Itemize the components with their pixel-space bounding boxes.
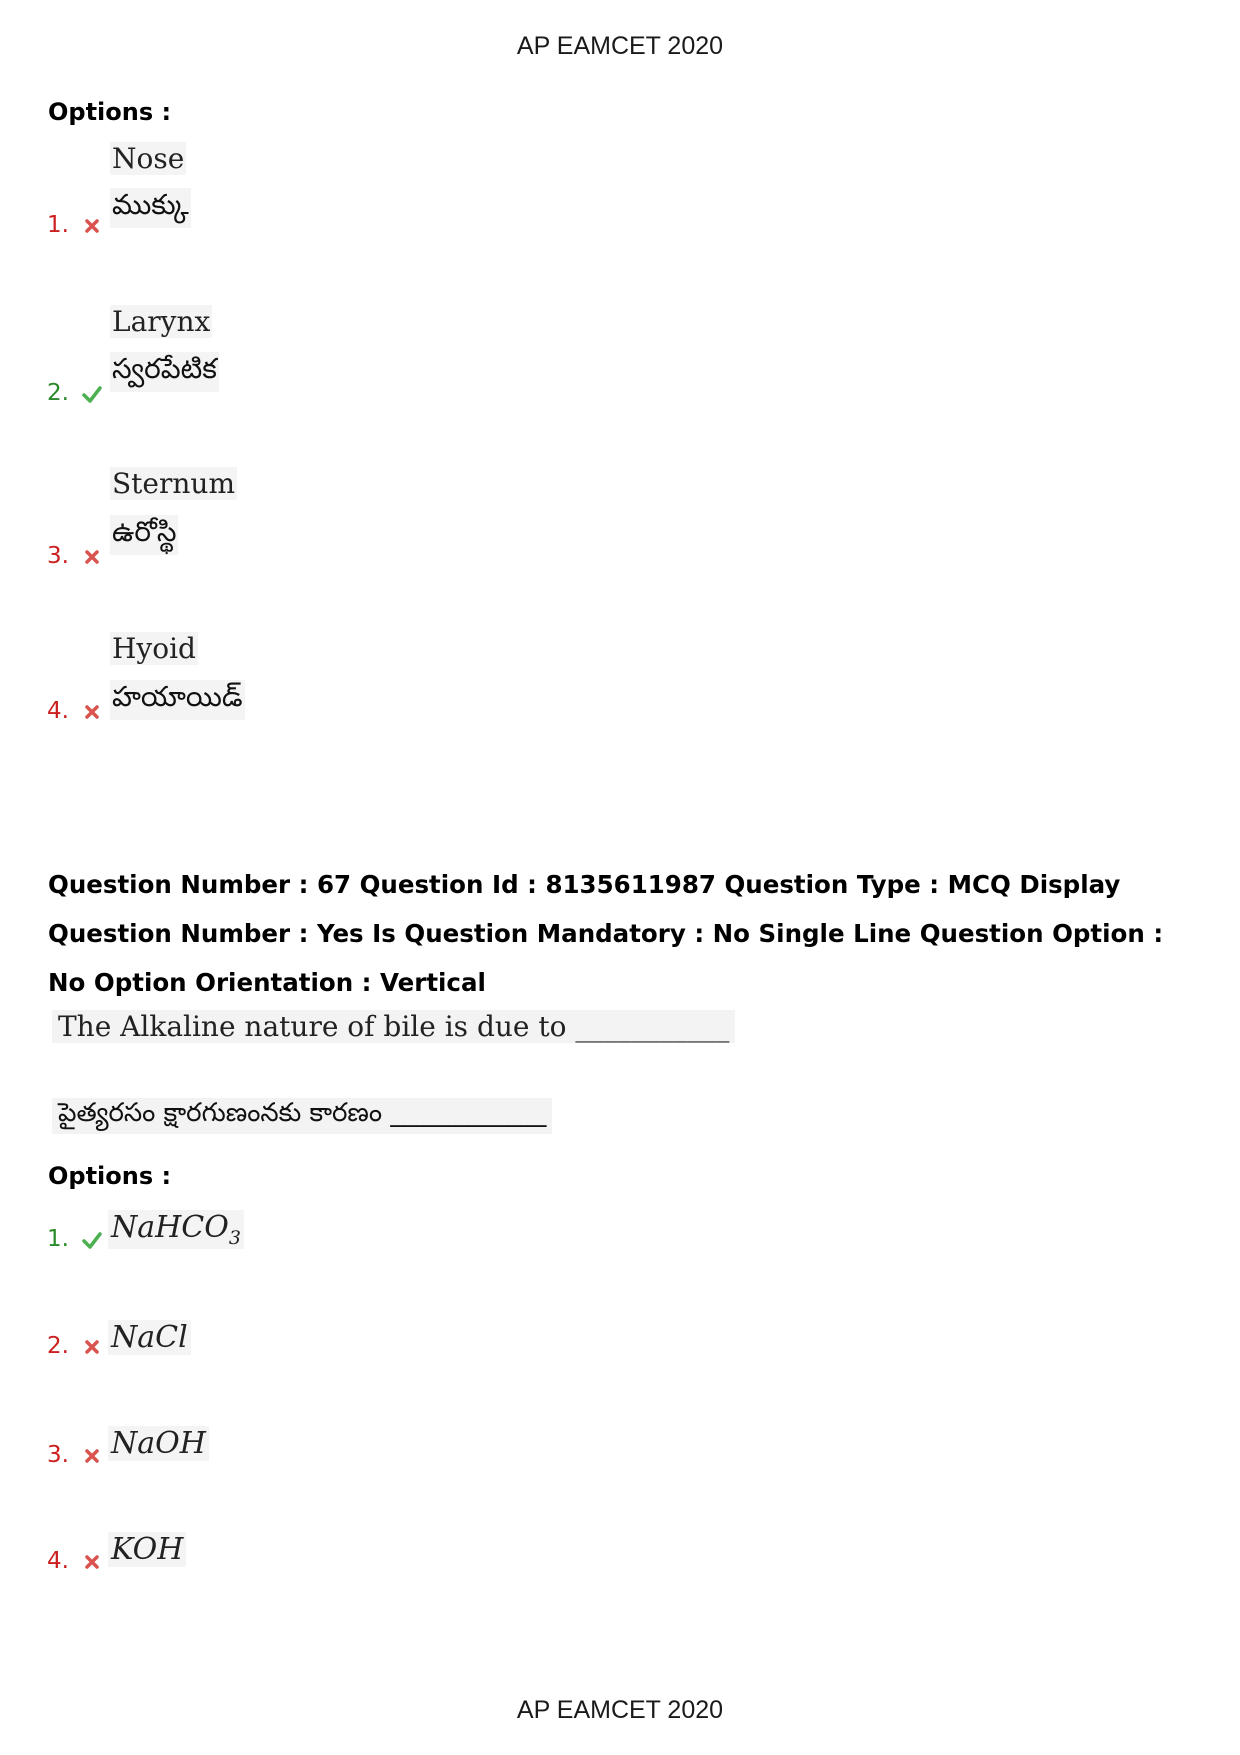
page-header: AP EAMCET 2020 <box>516 32 724 60</box>
option-number-text: 3. <box>47 543 69 569</box>
cross-icon <box>82 1337 102 1357</box>
formula-subscript: 3 <box>228 1227 241 1249</box>
option-4-english: Hyoid <box>112 632 196 665</box>
option-4-number <box>47 698 102 724</box>
option-2-english: Larynx <box>112 305 211 338</box>
q67-option-2-number <box>47 1333 102 1359</box>
check-icon <box>82 1230 102 1250</box>
q67-option-4-number <box>47 1548 102 1574</box>
q67-option-4-formula: KOH <box>108 1532 186 1567</box>
q67-option-3-number <box>47 1442 102 1468</box>
page-footer: AP EAMCET 2020 <box>516 1696 724 1724</box>
option-number-text: 1. <box>47 212 69 238</box>
question-text-english: The Alkaline nature of bile is due to ___________ <box>52 1010 735 1043</box>
q67-option-1-formula <box>108 1210 244 1249</box>
option-4-telugu: హయాయిడ్ <box>110 680 245 720</box>
option-1-number <box>47 212 102 238</box>
option-number-text: 3. <box>47 1442 69 1468</box>
option-3-telugu: ఉరోస్థి <box>110 515 178 555</box>
option-number-text: 2. <box>47 380 69 406</box>
option-2-number <box>47 380 102 406</box>
option-3-number <box>47 543 102 569</box>
options-label: Options : <box>48 1162 172 1190</box>
question-text-telugu: పైత్యరసం క్షారగుణంనకు కారణం ____________ <box>52 1098 552 1134</box>
option-number-text: 4. <box>47 1548 69 1574</box>
q67-option-1-number <box>47 1226 102 1252</box>
cross-icon <box>82 702 102 722</box>
option-number-text: 1. <box>47 1226 69 1252</box>
formula-text: NaHCO <box>111 1210 229 1245</box>
option-1-english: Nose <box>112 142 185 175</box>
option-3-english: Sternum <box>112 467 236 500</box>
option-number-text: 2. <box>47 1333 69 1359</box>
cross-icon <box>82 1446 102 1466</box>
q67-option-2-formula: NaCl <box>108 1320 191 1355</box>
cross-icon <box>82 547 102 567</box>
cross-icon <box>82 216 102 236</box>
option-2-telugu: స్వరపేటిక <box>110 352 219 392</box>
question-metadata: Question Number : 67 Question Id : 8135611987 Question Type : MCQ Display Question Number : Yes Is Question Mandatory : No Single Line Question Option : No Option Orientation : Vertical <box>48 870 1164 997</box>
q67-option-3-formula: NaOH <box>108 1426 209 1461</box>
option-number-text: 4. <box>47 698 69 724</box>
cross-icon <box>82 1552 102 1572</box>
option-1-telugu: ముక్కు <box>110 188 191 228</box>
check-icon <box>82 384 102 404</box>
options-label: Options : <box>48 98 172 126</box>
